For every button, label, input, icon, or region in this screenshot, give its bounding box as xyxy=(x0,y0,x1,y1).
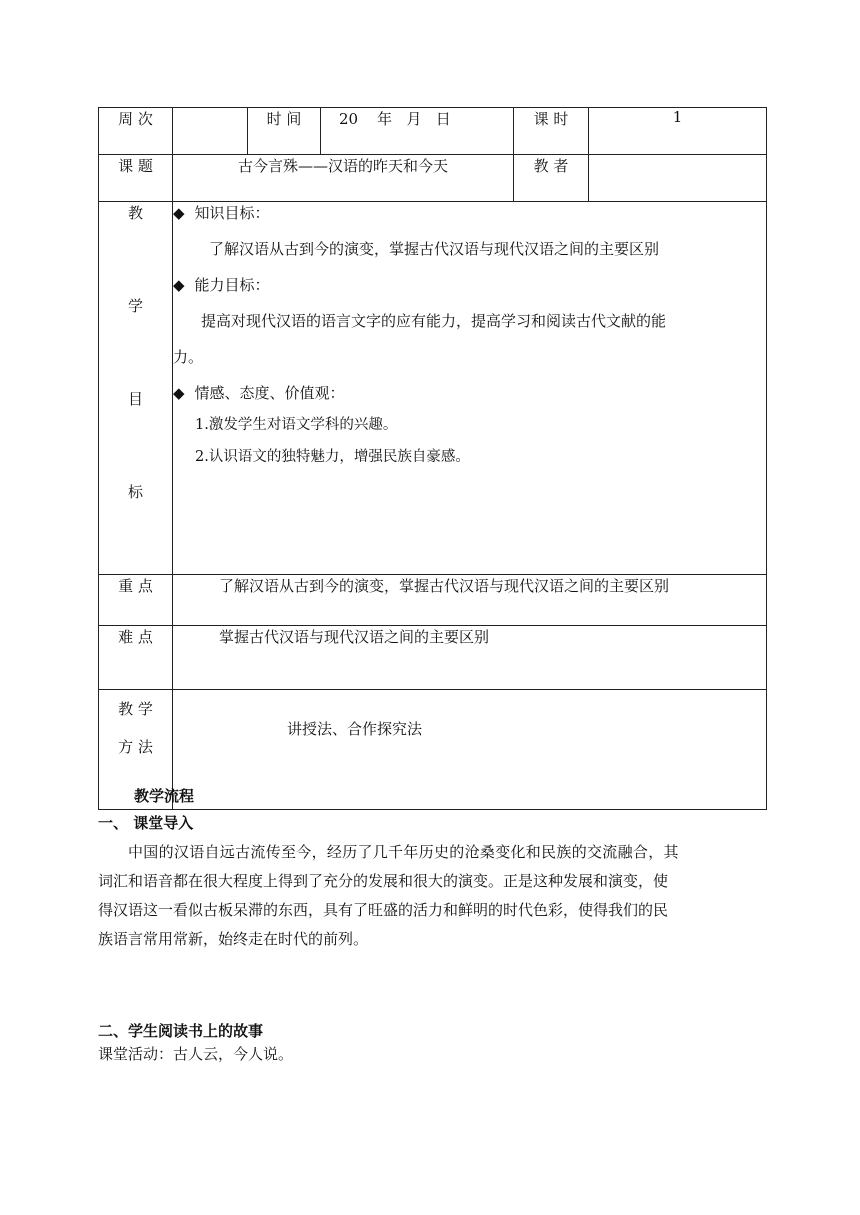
goal-emotion-heading xyxy=(173,382,766,404)
goal-ability-text-1: 提高对现代汉语的语言文字的应有能力，提高学习和阅读古代文献的能 xyxy=(201,312,667,330)
row-key-point xyxy=(99,575,767,626)
goal-ability-head-text: 能力目标： xyxy=(194,276,270,294)
diamond-bullet-icon: ◆ xyxy=(173,276,185,294)
section2-text: 课堂活动：古人云，今人说。 xyxy=(98,1045,294,1063)
goal-knowledge-text: 了解汉语从古到今的演变，掌握古代汉语与现代汉语之间的主要区别 xyxy=(209,240,660,258)
time-label: 时 间 xyxy=(248,108,321,155)
period-label: 课 时 xyxy=(514,108,589,155)
goal-emotion-head-text: 情感、态度、价值观： xyxy=(194,384,345,402)
goal-knowledge-head-text: 知识目标： xyxy=(194,204,270,222)
section1-line: 词汇和语音都在很大程度上得到了充分的发展和很大的演变。正是这种发展和演变，使 xyxy=(98,872,669,890)
goals-label xyxy=(99,202,173,575)
goals-label-char: 学 xyxy=(127,297,143,315)
key-value: 了解汉语从古到今的演变，掌握古代汉语与现代汉语之间的主要区别 xyxy=(173,575,767,626)
row-difficulty xyxy=(99,626,767,690)
diamond-bullet-icon: ◆ xyxy=(173,204,185,222)
diamond-bullet-icon: ◆ xyxy=(173,384,185,402)
teaching-flow xyxy=(98,785,766,954)
method-label-line-1: 教 学 xyxy=(118,700,153,718)
period-value: 1 xyxy=(589,108,767,155)
goal-ability-heading xyxy=(173,274,766,296)
section1-paragraph xyxy=(98,838,766,954)
week-value xyxy=(173,108,248,155)
section1-line: 族语言常用常新，始终走在时代的前列。 xyxy=(98,930,369,948)
goals-content xyxy=(173,202,767,575)
section2 xyxy=(98,1020,766,1065)
goals-label-char: 目 xyxy=(127,390,143,408)
key-label: 重 点 xyxy=(99,575,173,626)
section1-line: 得汉语这一看似古板呆滞的东西，具有了旺盛的活力和鲜明的时代色彩，使得我们的民 xyxy=(98,901,669,919)
row-goals xyxy=(99,202,767,575)
goal-emotion-item-2: 2.认识语文的独特魅力，增强民族自豪感。 xyxy=(195,449,470,465)
time-value: 20 年 月 日 xyxy=(321,108,514,155)
topic-value: 古今言殊——汉语的昨天和今天 xyxy=(173,155,514,202)
goal-ability-text-2: 力。 xyxy=(173,348,204,366)
method-label-line-2: 方 法 xyxy=(118,738,153,756)
section1-title: 一、 课堂导入 xyxy=(98,814,194,832)
topic-label: 课 题 xyxy=(99,155,173,202)
goals-label-char: 教 xyxy=(127,204,143,222)
lesson-plan-table xyxy=(98,107,767,810)
flow-title: 教学流程 xyxy=(134,787,195,805)
teacher-label: 教 者 xyxy=(514,155,589,202)
goals-label-char: 标 xyxy=(127,483,143,501)
goal-emotion-item-1: 1.激发学生对语文学科的兴趣。 xyxy=(195,417,398,433)
difficulty-value: 掌握古代汉语与现代汉语之间的主要区别 xyxy=(173,626,767,690)
week-label: 周 次 xyxy=(99,108,173,155)
goal-knowledge-heading xyxy=(173,202,766,224)
row-week-time xyxy=(99,108,767,155)
difficulty-label: 难 点 xyxy=(99,626,173,690)
method-value: 讲授法、合作探究法 xyxy=(173,690,767,810)
teacher-value xyxy=(589,155,767,202)
row-topic xyxy=(99,155,767,202)
section2-title: 二、学生阅读书上的故事 xyxy=(98,1022,264,1040)
section1-line: 中国的汉语自远古流传至今，经历了几千年历史的沧桑变化和民族的交流融合，其 xyxy=(128,843,679,861)
